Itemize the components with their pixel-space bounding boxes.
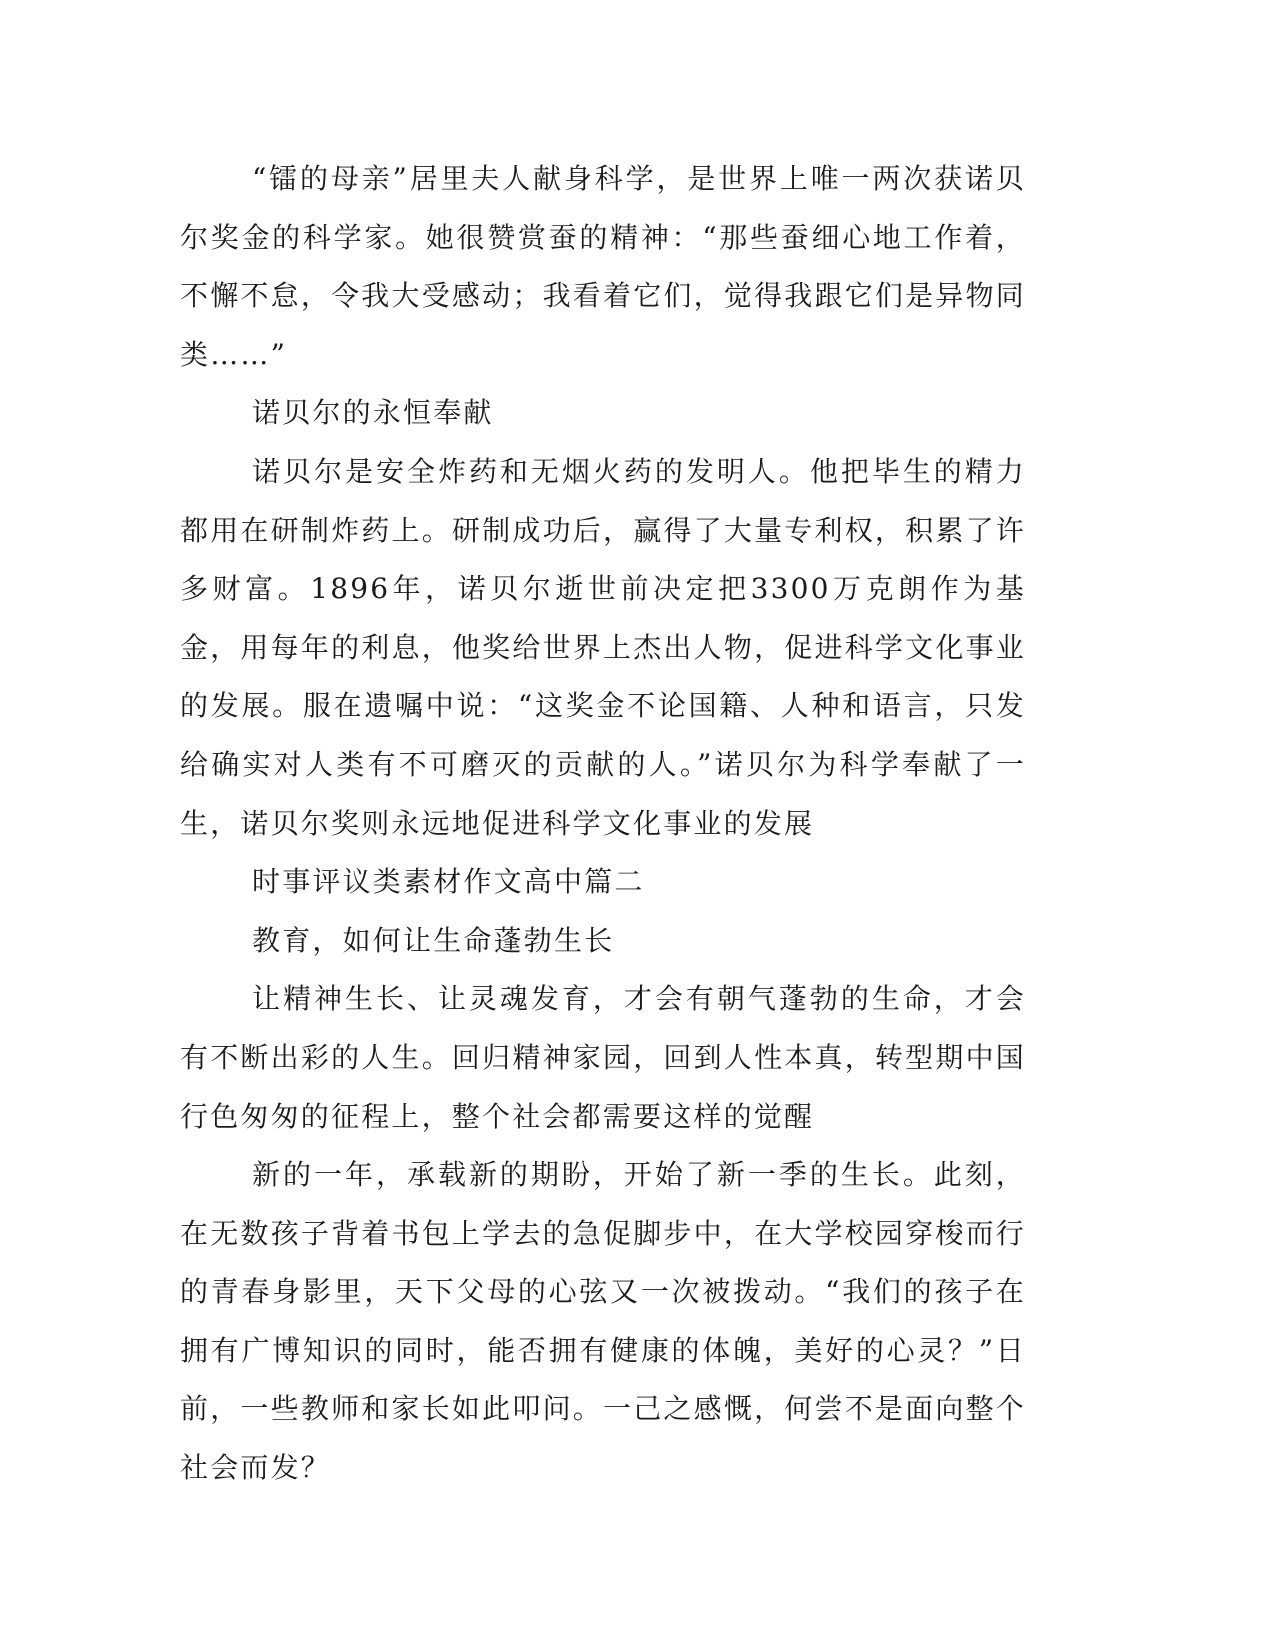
paragraph-nobel: 诺贝尔是安全炸药和无烟火药的发明人。他把毕生的精力都用在研制炸药上。研制成功后，赢得了大量专利权，积累了许多财富。1896年，诺贝尔逝世前决定把3300万克朗作为基金，用每年的利息，他奖给世界上杰出人物，促进科学文化事业的发展。服在遗嘱中说：“这奖金不论国籍、人种和语言，只发给确实对人类有不可磨灭的贡献的人。”诺贝尔为科学奉献了一生，诺贝尔奖则永远地促进科学文化事业的发展: [180, 454, 1026, 840]
heading-section-two: 时事评议类素材作文高中篇二: [252, 865, 645, 899]
paragraph-curie: “镭的母亲”居里夫人献身科学，是世界上唯一两次获诺贝尔奖金的科学家。她很赞赏蚕的精神：“那些蚕细心地工作着，不懈不怠，令我大受感动；我看着它们，觉得我跟它们是异物同类……”: [180, 162, 1026, 371]
paragraph-new-year: 新的一年，承载新的期盼，开始了新一季的生长。此刻，在无数孩子背着书包上学去的急促脚步中，在大学校园穿梭而行的青春身影里，天下父母的心弦又一次被拨动。“我们的孩子在拥有广博知识的同时，能否拥有健康的体魄，美好的心灵？”日前，一些教师和家长如此叩问。一己之感慨，何尝不是面向整个社会而发？: [180, 1158, 1026, 1485]
heading-education: 教育，如何让生命蓬勃生长: [252, 923, 615, 957]
heading-nobel-dedication: 诺贝尔的永恒奉献: [252, 396, 494, 430]
paragraph-spirit-growth: 让精神生长、让灵魂发育，才会有朝气蓬勃的生命，才会有不断出彩的人生。回归精神家园，回到人性本真，转型期中国行色匆匆的征程上，整个社会都需要这样的觉醒: [180, 982, 1026, 1133]
document-page: [180, 150, 1026, 1498]
